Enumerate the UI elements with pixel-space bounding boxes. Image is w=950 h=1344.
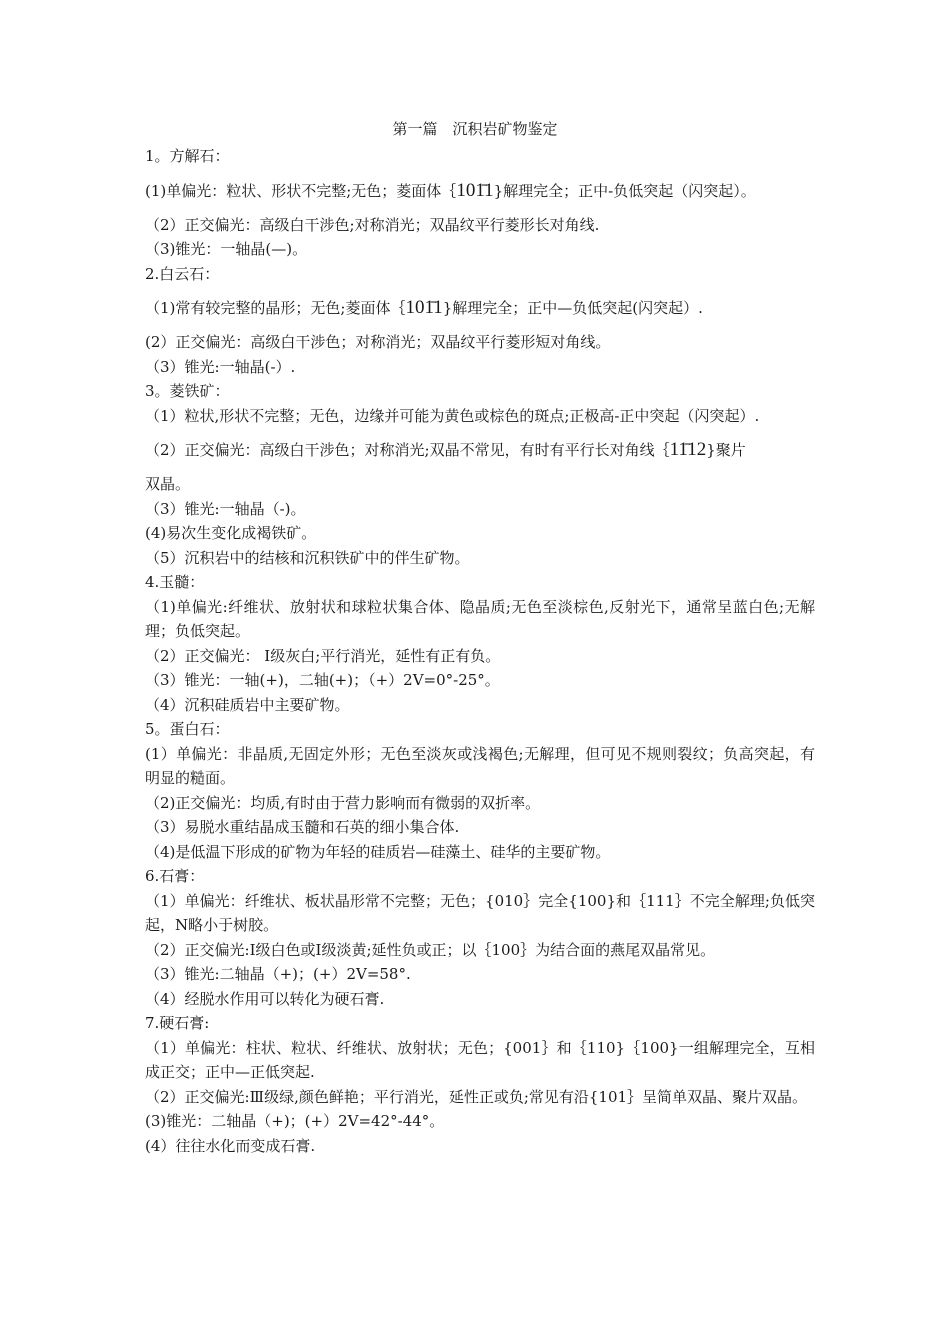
paragraph-line: （2)正交偏光：均质,有时由于营力影响而有微弱的双折率。 <box>145 793 541 812</box>
paragraph-line: （3）锥光:一轴晶(-）. <box>145 357 296 376</box>
paragraph-line: （3）易脱水重结晶成玉髓和石英的细小集合体. <box>145 818 460 836</box>
paragraph-line: （3）锥光：一轴(+)，二轴(+)；（+）2V=0°-25°。 <box>145 671 500 689</box>
paragraph-line: (1)单偏光：粒状、形状不完整;无色；菱面体｛101̄1}解理完全；正中-负低突起（闪突起）。 <box>145 179 756 201</box>
paragraph-line: （2）正交偏光:Ⅲ级绿,颜色鲜艳；平行消光，延性正或负;常见有沿{101｝呈简单双晶、聚片双晶。 <box>145 1087 808 1106</box>
paragraph-line: （1）单偏光：柱状、粒状、纤维状、放射状；无色；{001｝和｛110}｛100}一组解理完全，互相成正交；正中—正低突起. <box>145 1038 815 1081</box>
paragraph-line: （2）正交偏光： Ⅰ级灰白;平行消光，延性有正有负。 <box>145 646 501 665</box>
paragraph-line: （1）单偏光：纤维状、板状晶形常不完整；无色；{010｝完全{100}和｛111｝不完全解理;负低突起，N略小于树胶。 <box>145 891 815 934</box>
paragraph-line: (4）往往水化而变成石膏. <box>145 1136 316 1155</box>
paragraph-line: （3）锥光:一轴晶（-)。 <box>145 499 306 518</box>
miller-index: 101̄1 <box>456 179 494 201</box>
paragraph-line: （1）粒状,形状不完整；无色，边缘并可能为黄色或棕色的斑点;正极高-正中突起（闪突起）. <box>145 406 760 425</box>
paragraph-line: （5）沉积岩中的结核和沉积铁矿中的伴生矿物。 <box>145 548 470 567</box>
paragraph-line: （1)单偏光:纤维状、放射状和球粒状集合体、隐晶质;无色至淡棕色,反射光下，通常呈蓝白色;无解理；负低突起。 <box>145 597 815 640</box>
paragraph-line: （3)锥光：一轴晶(—)。 <box>145 240 308 258</box>
paragraph-line: (4)易次生变化成褐铁矿。 <box>145 524 317 542</box>
document-body <box>145 144 815 1158</box>
paragraph-line: （4）经脱水作用可以转化为硬石膏. <box>145 989 385 1008</box>
paragraph-line: (3)锥光：二轴晶（+)；(+）2V=42°-44°。 <box>145 1112 445 1130</box>
section-heading: 4.玉髓： <box>145 573 205 591</box>
miller-index: 11̄12 <box>669 439 707 460</box>
page-title: 第一篇 沉积岩矿物鉴定 <box>392 120 558 138</box>
section-heading: 1。方解石： <box>145 147 230 165</box>
miller-index: 101̄1 <box>405 297 443 318</box>
section-heading: 3。菱铁矿： <box>145 382 230 400</box>
paragraph-line: (2）正交偏光：高级白干涉色；对称消光；双晶纹平行菱形短对角线。 <box>145 333 611 351</box>
section-heading: 2.白云石： <box>145 264 220 283</box>
paragraph-line: （2）正交偏光：高级白干涉色;对称消光；双晶纹平行菱形长对角线. <box>145 215 600 234</box>
paragraph-line: （1)常有较完整的晶形；无色;菱面体｛101̄1}解理完全；正中—负低突起(闪突起）. <box>145 297 703 318</box>
section-heading: 6.石膏： <box>145 867 205 885</box>
paragraph-line: (1）单偏光：非晶质,无固定外形；无色至淡灰或浅褐色;无解理，但可见不规则裂纹；负高突起，有明显的糙面。 <box>145 744 815 787</box>
paragraph-line: （4）沉积硅质岩中主要矿物。 <box>145 695 350 714</box>
section-heading: 5。蛋白石： <box>145 720 230 738</box>
paragraph-line: 双晶。 <box>145 475 191 493</box>
paragraph-line: （3）锥光:二轴晶（+)；(+）2V=58°. <box>145 965 411 983</box>
paragraph-line: （2）正交偏光:Ⅰ级白色或Ⅰ级淡黄;延性负或正；以｛100｝为结合面的燕尾双晶常见。 <box>145 940 716 959</box>
section-heading: 7.硬石膏: <box>145 1014 210 1032</box>
paragraph-line: （4)是低温下形成的矿物为年轻的硅质岩—硅藻土、硅华的主要矿物。 <box>145 842 611 861</box>
paragraph-line: （2）正交偏光：高级白干涉色；对称消光;双晶不常见，有时有平行长对角线｛11̄12}聚片 <box>145 439 746 460</box>
